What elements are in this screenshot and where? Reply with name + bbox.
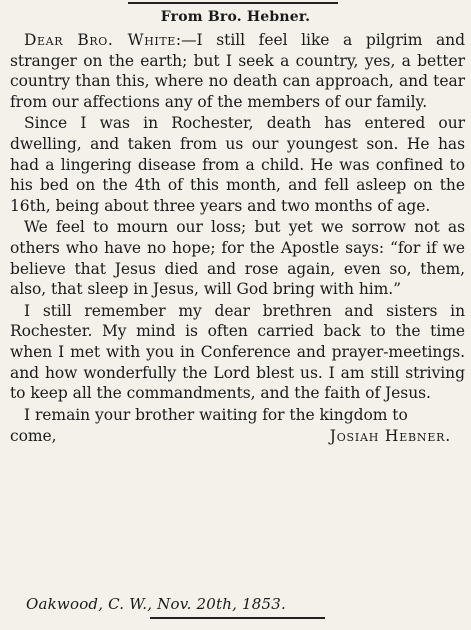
closing-line: I remain your brother waiting for the kingdom to <box>24 405 408 424</box>
signature: Josiah Hebner. <box>329 427 451 446</box>
paragraph-1-text: :—I still feel like a pilgrim and stranger on the earth; but I seek a country, yes, a better country than this, where no death can approach, and tear from our affections any of the members of our family. <box>10 31 465 111</box>
article-heading: From Bro. Hebner. <box>160 9 311 25</box>
place-and-date: Oakwood, C. W., Nov. 20th, 1853. <box>26 595 286 613</box>
salutation: Dear Bro. White <box>24 31 176 49</box>
bottom-rule <box>150 617 325 619</box>
paragraph-2: Since I was in Rochester, death has entered our dwelling, and taken from us our youngest son. He has had a lingering disease from a child. He was confined to his bed on the 4th of this month, and fell asleep on the 16th, being about three years and two months of age. <box>10 114 465 215</box>
paragraph-3: We feel to mourn our loss; but yet we sorrow not as others who have no hope; for the Apostle says: “for if we believe that Jesus died and rose again, even so, them, also, that sleep in Jesus, will God bring with him.” <box>10 218 465 299</box>
closing-word: come, <box>10 427 57 446</box>
paragraph-1 <box>10 30 465 113</box>
article-body <box>10 30 465 447</box>
paragraph-4: I still remember my dear brethren and sisters in Rochester. My mind is often carried back to the time when I met with you in Conference and prayer-meetings. and how wonderfully the Lord blest us. I am still striving to keep all the commandments, and the faith of Jesus. <box>10 301 465 403</box>
signature-line <box>10 426 465 447</box>
paragraph-5 <box>10 405 465 427</box>
top-rule <box>128 2 338 4</box>
